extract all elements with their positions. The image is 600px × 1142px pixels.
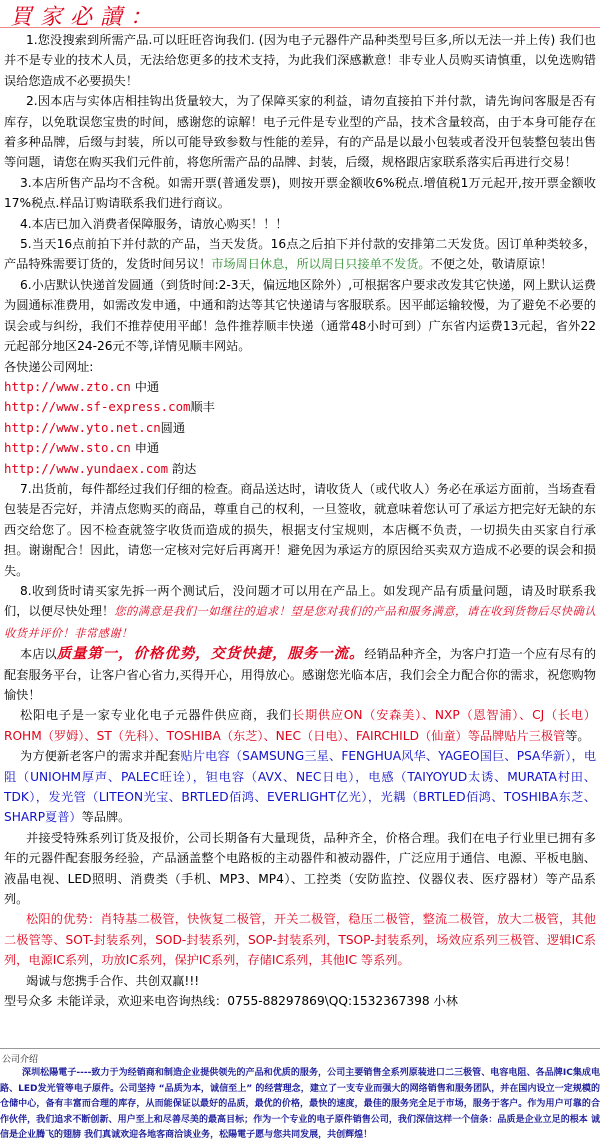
express-url[interactable]: http://www.sf-express.com xyxy=(4,399,191,415)
sunday-notice: 市场周日休息，所以周日只接单不发货。 xyxy=(211,257,431,272)
notice-item-8 xyxy=(4,581,596,644)
passive-brands-list: 贴片电容（SAMSUNG三星、FENGHUA风华、YAGEO国巨、PSA华新），电阻（UNIOHM厚声、PALEC旺诠），钽电容（AVX、NEC日电），电感（TAIYOYUD太诱、MURATA村田、TDK），发光管（LITEON光宝、BRTLED佰鸿、EVERLIGHT亿光），光耦（BRTLED佰鸿、TOSHIBA东芝、SHARP夏普） xyxy=(4,749,597,825)
company-brands-suffix: 等。 xyxy=(565,728,590,743)
notice-item-1: 1.您没搜索到所需产品.可以旺旺咨询我们. (因为电子元器件产品种类型号巨多,所以无法一并上传) 我们也并不是专业的技术人员，无法给您更多的技术支持，为此我们深感歉意！非专业人员购买请慎重，以免选购错误给您造成不必要损失！ xyxy=(4,33,596,88)
express-link-sto[interactable] xyxy=(4,438,596,458)
title-underline xyxy=(0,27,600,28)
testing-text: 8.收到货时请买家先拆一两个测试后，没问题才可以用在产品上。如发现产品有质量问题，请及时联系我们，以便尽快处理！ xyxy=(4,583,596,619)
express-link-yto[interactable] xyxy=(4,418,596,438)
express-link-sf[interactable] xyxy=(4,397,596,417)
passive-brands-prefix: 为方便新老客户的需求并配套 xyxy=(20,749,181,764)
express-name: 申通 xyxy=(130,441,160,456)
notice-item-5 xyxy=(4,234,596,275)
company-brands xyxy=(4,705,596,746)
feedback-request: 您的满意是我们一如继往的追求！望是您对我们的产品和服务满意，请在收到货物后尽快确认收货并评价！非常感谢！ xyxy=(4,605,597,640)
notice-item-3: 3.本店所售产品均不含税。如需开票(普通发票)，则按开票金额收6%税点.增值税1万元起开,按开票金额收17%税点.样品订购请联系我们进行商议。 xyxy=(4,175,596,211)
slogan-highlight: 质量第一，价格优势，交货快捷，服务一流。 xyxy=(56,646,365,663)
passive-brands-suffix: 等品牌。 xyxy=(81,810,131,825)
express-heading: 各快递公司网址: xyxy=(4,359,94,374)
apology-text: 不便之处，敬请原谅！ xyxy=(430,257,553,272)
cooperation-slogan: 竭诚与您携手合作、共创双赢!!! xyxy=(26,973,200,988)
transistor-brands: 长期供应ON（安森美）、NXP（恩智浦）、CJ（长电）ROHM（罗姆）、ST（先科）、TOSHIBA（东芝）、NEC（日电）、FAIRCHILD（仙童）等品牌贴片三极管 xyxy=(4,708,596,743)
express-url[interactable]: http://www.yundaex.com xyxy=(4,460,169,476)
express-url[interactable]: http://www.yto.net.cn xyxy=(4,419,161,435)
company-intro-heading: 公司介绍 xyxy=(2,1055,39,1065)
express-name: 中通 xyxy=(130,379,160,394)
company-advantages: 松阳的优势：肖特基二极管，快恢复二极管，开关二极管，稳压二极管，整流二极管，放大二极管，其他二极管等、SOT-封装系列，SOD-封装系列，SOP-封装系列，TSOP-封装系列，场效应系列三极管、逻辑IC系列，电源IC系列，功放IC系列，保护IC系列，存储IC系列，其他IC 等系列。 xyxy=(4,912,596,968)
store-slogan xyxy=(4,644,596,705)
notice-item-2: 2.因本店与实体店相挂钩出货量较大，为了保障买家的利益，请勿直接拍下并付款，请先询问客服是否有库存，以免耽误您宝贵的时间，感谢您的谅解！电子元件是专业型的产品，技术含量较高，由于本身可能存在着多种品牌，后缀与封装，所以可能导致参数与性能的差异，有的产品是以最小包装或者没开包装整包装出售等问题，请您在购买我们元件前，将您所需产品的品牌、封装，后缀，规格跟店家联系落实后再进行交易！ xyxy=(4,94,596,170)
company-brands-prefix: 松阳电子是一家专业化电子元器件供应商，我们 xyxy=(20,708,292,723)
notice-body xyxy=(0,30,600,1012)
section-divider xyxy=(0,1048,600,1049)
notice-item-4: 4.本店已加入消费者保障服务，请放心购买！！！ xyxy=(20,216,288,231)
slogan-prefix: 本店以 xyxy=(20,647,57,662)
page-title: 買家必讀： xyxy=(10,5,161,30)
contact-line: 型号众多 未能详录，欢迎来电咨询热线：0755-88297869\QQ:1532367398 小林 xyxy=(4,994,458,1009)
shipping-time-text: 5.当天16点前拍下并付款的产品，当天发货。16点之后拍下并付款的安排第二天发货。因订单种类较多，产品特殊需要订货的，发货时间另议！ xyxy=(4,237,596,272)
slogan-rest: 经销品种齐全，为客户打造一个应有尽有的配套服务平台，让客户省心省力,买得开心，用得放心。感谢您光临本店，我们会全力配合你的需求，祝您购物愉快！ xyxy=(4,647,597,702)
company-experience: 并接受特殊系列订货及报价，公司长期备有大量现货，品种齐全，价格合理。我们在电子行业里已拥有多年的元器件配套服务经验，产品涵盖整个电路板的主动器件和被动器件，广泛应用于通信、电源、平板电脑、液晶电视、LED照明、消费类（手机、MP3、MP4）、工控类（安防监控、仪器仪表、医疗器材）等产品系列。 xyxy=(4,830,596,907)
company-intro-text: 深圳松陽電子----致力于为经销商和制造企业提供领先的产品和优质的服务，公司主要销售全系列原装进口二三极管、电容电阻、各品牌IC集成电路、LED发光管等电子原件。公司坚持 “品质为本，诚信至上” 的经营理念，建立了一支专业而强大的网络销售和服务团队，并在国内设立一定规模的仓储中心，备有丰富而合理的库存，从而能保证以最好的品质，最优的价格，最快的速度，最佳的服务完全足于市场，服务于客户。作为用户可靠的合作伙伴，我们追求不断创新、用户至上和尽善尽美的最高目标；作为一个专业的电子原件销售公司，我们深信这样一个信条：品质是企业立足的根本 诚信是企业腾飞的翅膀 我们真诚欢迎各地客商洽谈业务，松陽電子愿与您共同发展，共创辉煌！ xyxy=(0,1068,600,1140)
express-name: 顺丰 xyxy=(190,400,215,415)
notice-item-7: 7.出货前，每件都经过我们仔细的检查。商品送达时，请收货人（或代收人）务必在承运方面前，当场查看包装是否完好，并清点您购买的商品，尊重自己的权利，一旦签收，就意味着您认可了承运方把完好无缺的东西交给您了。因不检查就签字收货而造成的损失，根据支付宝规则，本店概不负责，一切损失由买家自行承担。谢谢配合！因此，请您一定核对完好后再离开！避免因为承运方的原因给买卖双方造成不必要的误会和损失。 xyxy=(4,481,596,578)
express-url[interactable]: http://www.sto.cn xyxy=(4,440,131,456)
express-name: 圆通 xyxy=(160,420,186,435)
express-name: 韵达 xyxy=(168,461,197,476)
express-link-zto[interactable] xyxy=(4,377,596,397)
express-link-yunda[interactable] xyxy=(4,459,596,479)
express-url[interactable]: http://www.zto.cn xyxy=(4,378,131,394)
company-intro xyxy=(0,1066,600,1142)
passive-brands xyxy=(4,746,596,828)
notice-item-6: 6.小店默认快递首发圆通（到货时间:2-3天，偏远地区除外）,可根据客户要求改发其它快递，网上默认运费为圆通标准费用，如需改发申通，中通和韵达等其它快递请与客服联系。因平邮运输较慢，为了避免不必要的误会或与纠纷，我们不推荐使用平邮！急件推荐顺丰快递（通常48小时可到）广东省内运费13元起，省外22元起部分地区24-26元不等,详情见顺丰网站。 xyxy=(4,277,596,354)
